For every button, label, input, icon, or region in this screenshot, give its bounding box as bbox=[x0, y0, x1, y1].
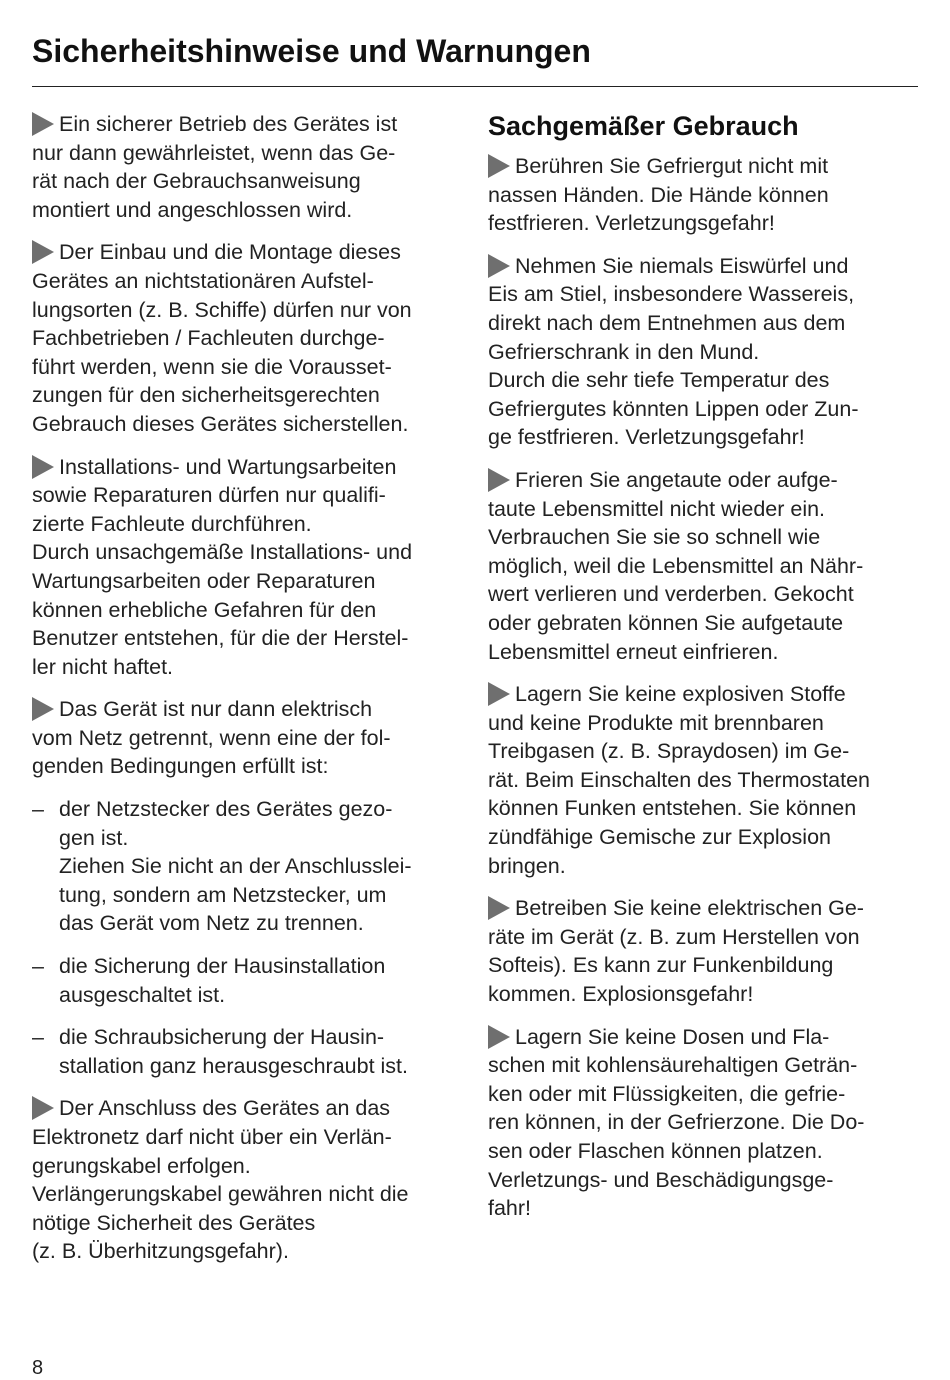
paragraph-text: Betreiben Sie keine elektrischen Ge- räte im Gerät (z. B. zum Herstellen von Softeis). Es kann zur Funkenbildung kommen. Explosionsgefahr! bbox=[488, 896, 864, 1007]
safety-paragraph bbox=[32, 238, 464, 438]
left-column bbox=[32, 110, 464, 1280]
paragraph-text: Frieren Sie angetaute oder aufge- taute Lebensmittel nicht wieder ein. Verbrauchen Sie sie so schnell wie möglich, weil die Lebensmittel an Nähr- wert verlieren und verderben. Gekocht oder gebraten können Sie aufgetaute Lebensmittel erneut einfrieren. bbox=[488, 467, 864, 664]
paragraph-text: Ein sicherer Betrieb des Gerätes ist nur dann gewährleistet, wenn das Ge- rät nach der Gebrauchsanweisung montiert und angeschlossen wird. bbox=[32, 112, 398, 222]
list-item bbox=[32, 952, 464, 1009]
arrow-bullet-icon bbox=[32, 1096, 54, 1120]
arrow-bullet-icon bbox=[488, 896, 510, 920]
page-number: 8 bbox=[32, 1357, 44, 1379]
arrow-bullet-icon bbox=[32, 455, 54, 479]
paragraph-text: Der Anschluss des Gerätes an das Elektronetz darf nicht über ein Verlän- gerungskabel erfolgen. Verlängerungskabel gewähren nicht die nötige Sicherheit des Gerätes (z. B. Überhitzungsgefahr). bbox=[32, 1096, 409, 1264]
safety-paragraph bbox=[32, 1094, 464, 1266]
paragraph-text: Lagern Sie keine explosiven Stoffe und keine Produkte mit brennbaren Treibgasen (z. B. Spraydosen) im Ge- rät. Beim Einschalten des Thermostaten können Funken entstehen. Sie können zündfähige Gemische zur Explosion bringen. bbox=[488, 682, 871, 878]
paragraph-text: Installations- und Wartungsarbeiten sowie Reparaturen dürfen nur qualifi- zierte Fachleute durchführen. Durch unsachgemäße Installations- und Wartungsarbeiten oder Reparaturen können erhebliche Gefahren für den Benutzer entstehen, für die der Herstel- ler nicht haftet. bbox=[32, 454, 413, 679]
paragraph-text: Lagern Sie keine Dosen und Fla- schen mit kohlensäurehaltigen Geträn- ken oder mit Flüssigkeiten, die gefrie- ren können, in der Gefrierzone. Die Do- sen oder Flaschen können platzen. Verletzungs- und Beschädigungsge- fahr! bbox=[488, 1024, 865, 1221]
dash-bullet: – bbox=[32, 1025, 44, 1050]
page-title: Sicherheitshinweise und Warnungen bbox=[32, 33, 591, 69]
arrow-bullet-icon bbox=[488, 468, 510, 492]
usage-paragraph bbox=[488, 152, 918, 238]
dash-bullet: – bbox=[32, 954, 44, 979]
title-rule bbox=[32, 86, 918, 87]
safety-paragraph bbox=[32, 695, 464, 781]
right-column bbox=[488, 110, 918, 1237]
paragraph-text: Der Einbau und die Montage dieses Gerätes an nichtstationären Aufstel- lungsorten (z. B. Schiffe) dürfen nur von Fachbetrieben / Fachleuten durchge- führt werden, wenn sie die Vorausset- zungen für den sicherheitsgerechten Gebrauch dieses Gerätes sicherstellen. bbox=[32, 240, 412, 436]
paragraph-text: Das Gerät ist nur dann elektrisch vom Netz getrennt, wenn eine der fol- genden Bedingungen erfüllt ist: bbox=[32, 697, 391, 779]
list-item-text: die Sicherung der Hausinstallation ausgeschaltet ist. bbox=[59, 954, 386, 1007]
list-item bbox=[32, 1023, 464, 1080]
paragraph-text: Berühren Sie Gefriergut nicht mit nassen Händen. Die Hände können festfrieren. Verletzungsgefahr! bbox=[488, 154, 829, 236]
arrow-bullet-icon bbox=[32, 112, 54, 136]
arrow-bullet-icon bbox=[488, 1025, 510, 1049]
list-item-text: der Netzstecker des Gerätes gezo- gen ist. Ziehen Sie nicht an der Anschlusslei- tung, sondern am Netzstecker, um das Gerät vom Netz zu trennen. bbox=[59, 797, 412, 936]
arrow-bullet-icon bbox=[488, 682, 510, 706]
list-item bbox=[32, 795, 464, 938]
arrow-bullet-icon bbox=[32, 240, 54, 264]
usage-paragraph bbox=[488, 680, 918, 880]
arrow-bullet-icon bbox=[32, 697, 54, 721]
usage-paragraph bbox=[488, 894, 918, 1008]
arrow-bullet-icon bbox=[488, 154, 510, 178]
arrow-bullet-icon bbox=[488, 254, 510, 278]
section-heading: Sachgemäßer Gebrauch bbox=[488, 111, 799, 141]
usage-paragraph bbox=[488, 1023, 918, 1223]
usage-paragraph bbox=[488, 252, 918, 452]
safety-paragraph bbox=[32, 453, 464, 682]
safety-paragraph bbox=[32, 110, 464, 224]
list-item-text: die Schraubsicherung der Hausin- stallation ganz herausgeschraubt ist. bbox=[59, 1025, 408, 1078]
paragraph-text: Nehmen Sie niemals Eiswürfel und Eis am Stiel, insbesondere Wassereis, direkt nach dem Entnehmen aus dem Gefrierschrank in den Mund. Durch die sehr tiefe Temperatur des Gefriergutes könnten Lippen oder Zun- ge festfrieren. Verletzungsgefahr! bbox=[488, 253, 859, 450]
dash-bullet: – bbox=[32, 797, 44, 822]
usage-paragraph bbox=[488, 466, 918, 666]
